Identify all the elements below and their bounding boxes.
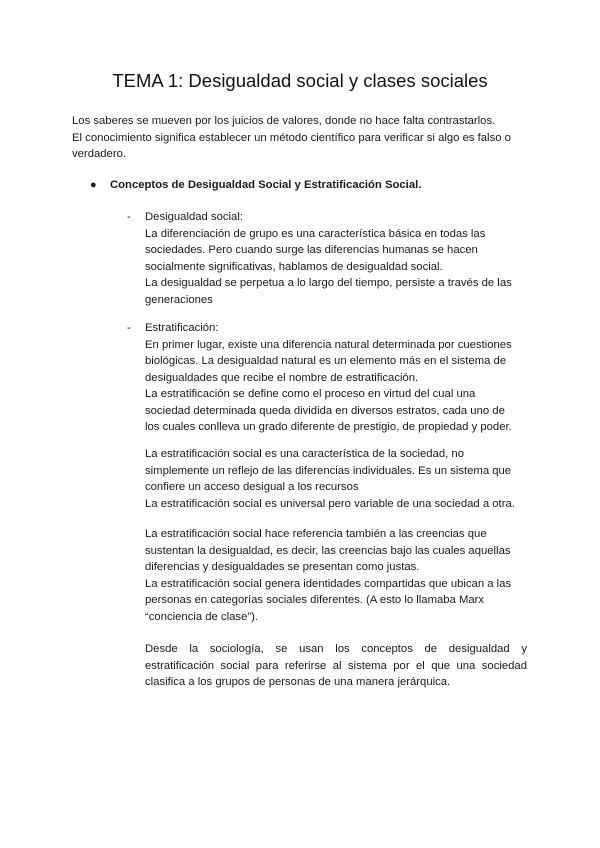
text-line: La estratificación social es universal pero variable de una sociedad a otra.	[145, 497, 515, 510]
intro-paragraph	[72, 113, 532, 163]
bullet-icon: ●	[90, 179, 97, 191]
text-line: La estratificación social genera identidades compartidas que ubican a las	[145, 577, 512, 590]
text-line: desigualdades que recibe el nombre de estratificación.	[145, 371, 419, 384]
text-line: La estratificación social es una característica de la sociedad, no	[145, 448, 464, 460]
paragraph-stratification-characteristic	[145, 446, 527, 512]
text-line: diferencias y desigualdades se presentan como justas.	[145, 561, 420, 573]
estratificacion-text	[145, 320, 525, 436]
text-line: La estratificación social hace referencia también a las creencias que	[145, 528, 487, 540]
paragraph-sociology	[145, 641, 527, 691]
text-line: Desde la sociología, se usan los conceptos de desigualdad y	[145, 643, 527, 655]
text-line: biológicas. La desigualdad natural es un elemento más en el sistema de	[145, 355, 507, 367]
text-line: clasifica a los grupos de personas de una manera jerárquica.	[145, 676, 451, 688]
text-line: personas en categorías sociales diferentes. (A esto lo llamaba Marx	[145, 594, 485, 606]
text-line: En primer lugar, existe una diferencia natural determinada por cuestiones	[145, 338, 512, 351]
dash-marker: -	[127, 322, 131, 334]
text-line: La estratificación se define como el proceso en virtud del cual una	[145, 388, 476, 400]
text-line: generaciones	[145, 293, 213, 306]
text-line: confiere un acceso desigual a los recursos	[145, 481, 359, 493]
text-line: “conciencia de clase”).	[145, 610, 259, 623]
dash-marker: -	[127, 211, 131, 223]
text-line: los cuales conlleva un grado diferente de prestigio, de propiedad y poder.	[145, 421, 512, 433]
text-line: La diferenciación de grupo es una característica básica en todas las	[145, 227, 486, 240]
text-line: La desigualdad se perpetua a lo largo del tiempo, persiste a través de las	[145, 277, 512, 289]
intro-line: El conocimiento significa establecer un método científico para verificar si algo es falso o	[72, 131, 511, 144]
text-line: Desigualdad social:	[145, 211, 243, 223]
paragraph-beliefs	[145, 526, 527, 625]
section-heading: Conceptos de Desigualdad Social y Estratificación Social.	[110, 179, 422, 191]
text-line: sociedad determinada queda dividida en diversos estratos, cada uno de	[145, 404, 505, 417]
text-line: Estratificación:	[145, 322, 219, 334]
intro-line: verdadero.	[72, 148, 127, 160]
desigualdad-text	[145, 209, 525, 308]
text-line: estratificación social para referirse al sistema por el que una sociedad	[145, 659, 527, 672]
text-line: socialmente significativas, hablamos de desigualdad social.	[145, 260, 443, 273]
text-line: simplemente un reflejo de las diferencias individuales. Es un sistema que	[145, 464, 512, 477]
text-line: sociedades. Pero cuando surge las diferencias humanas se hacen	[145, 244, 478, 256]
page-title: TEMA 1: Desigualdad social y clases sociales	[112, 70, 488, 91]
text-line: sustentan la desigualdad, es decir, las creencias bajo las cuales aquellas	[145, 544, 511, 557]
intro-line: Los saberes se mueven por los juicios de valores, donde no hace falta contrastarlos.	[72, 115, 496, 127]
